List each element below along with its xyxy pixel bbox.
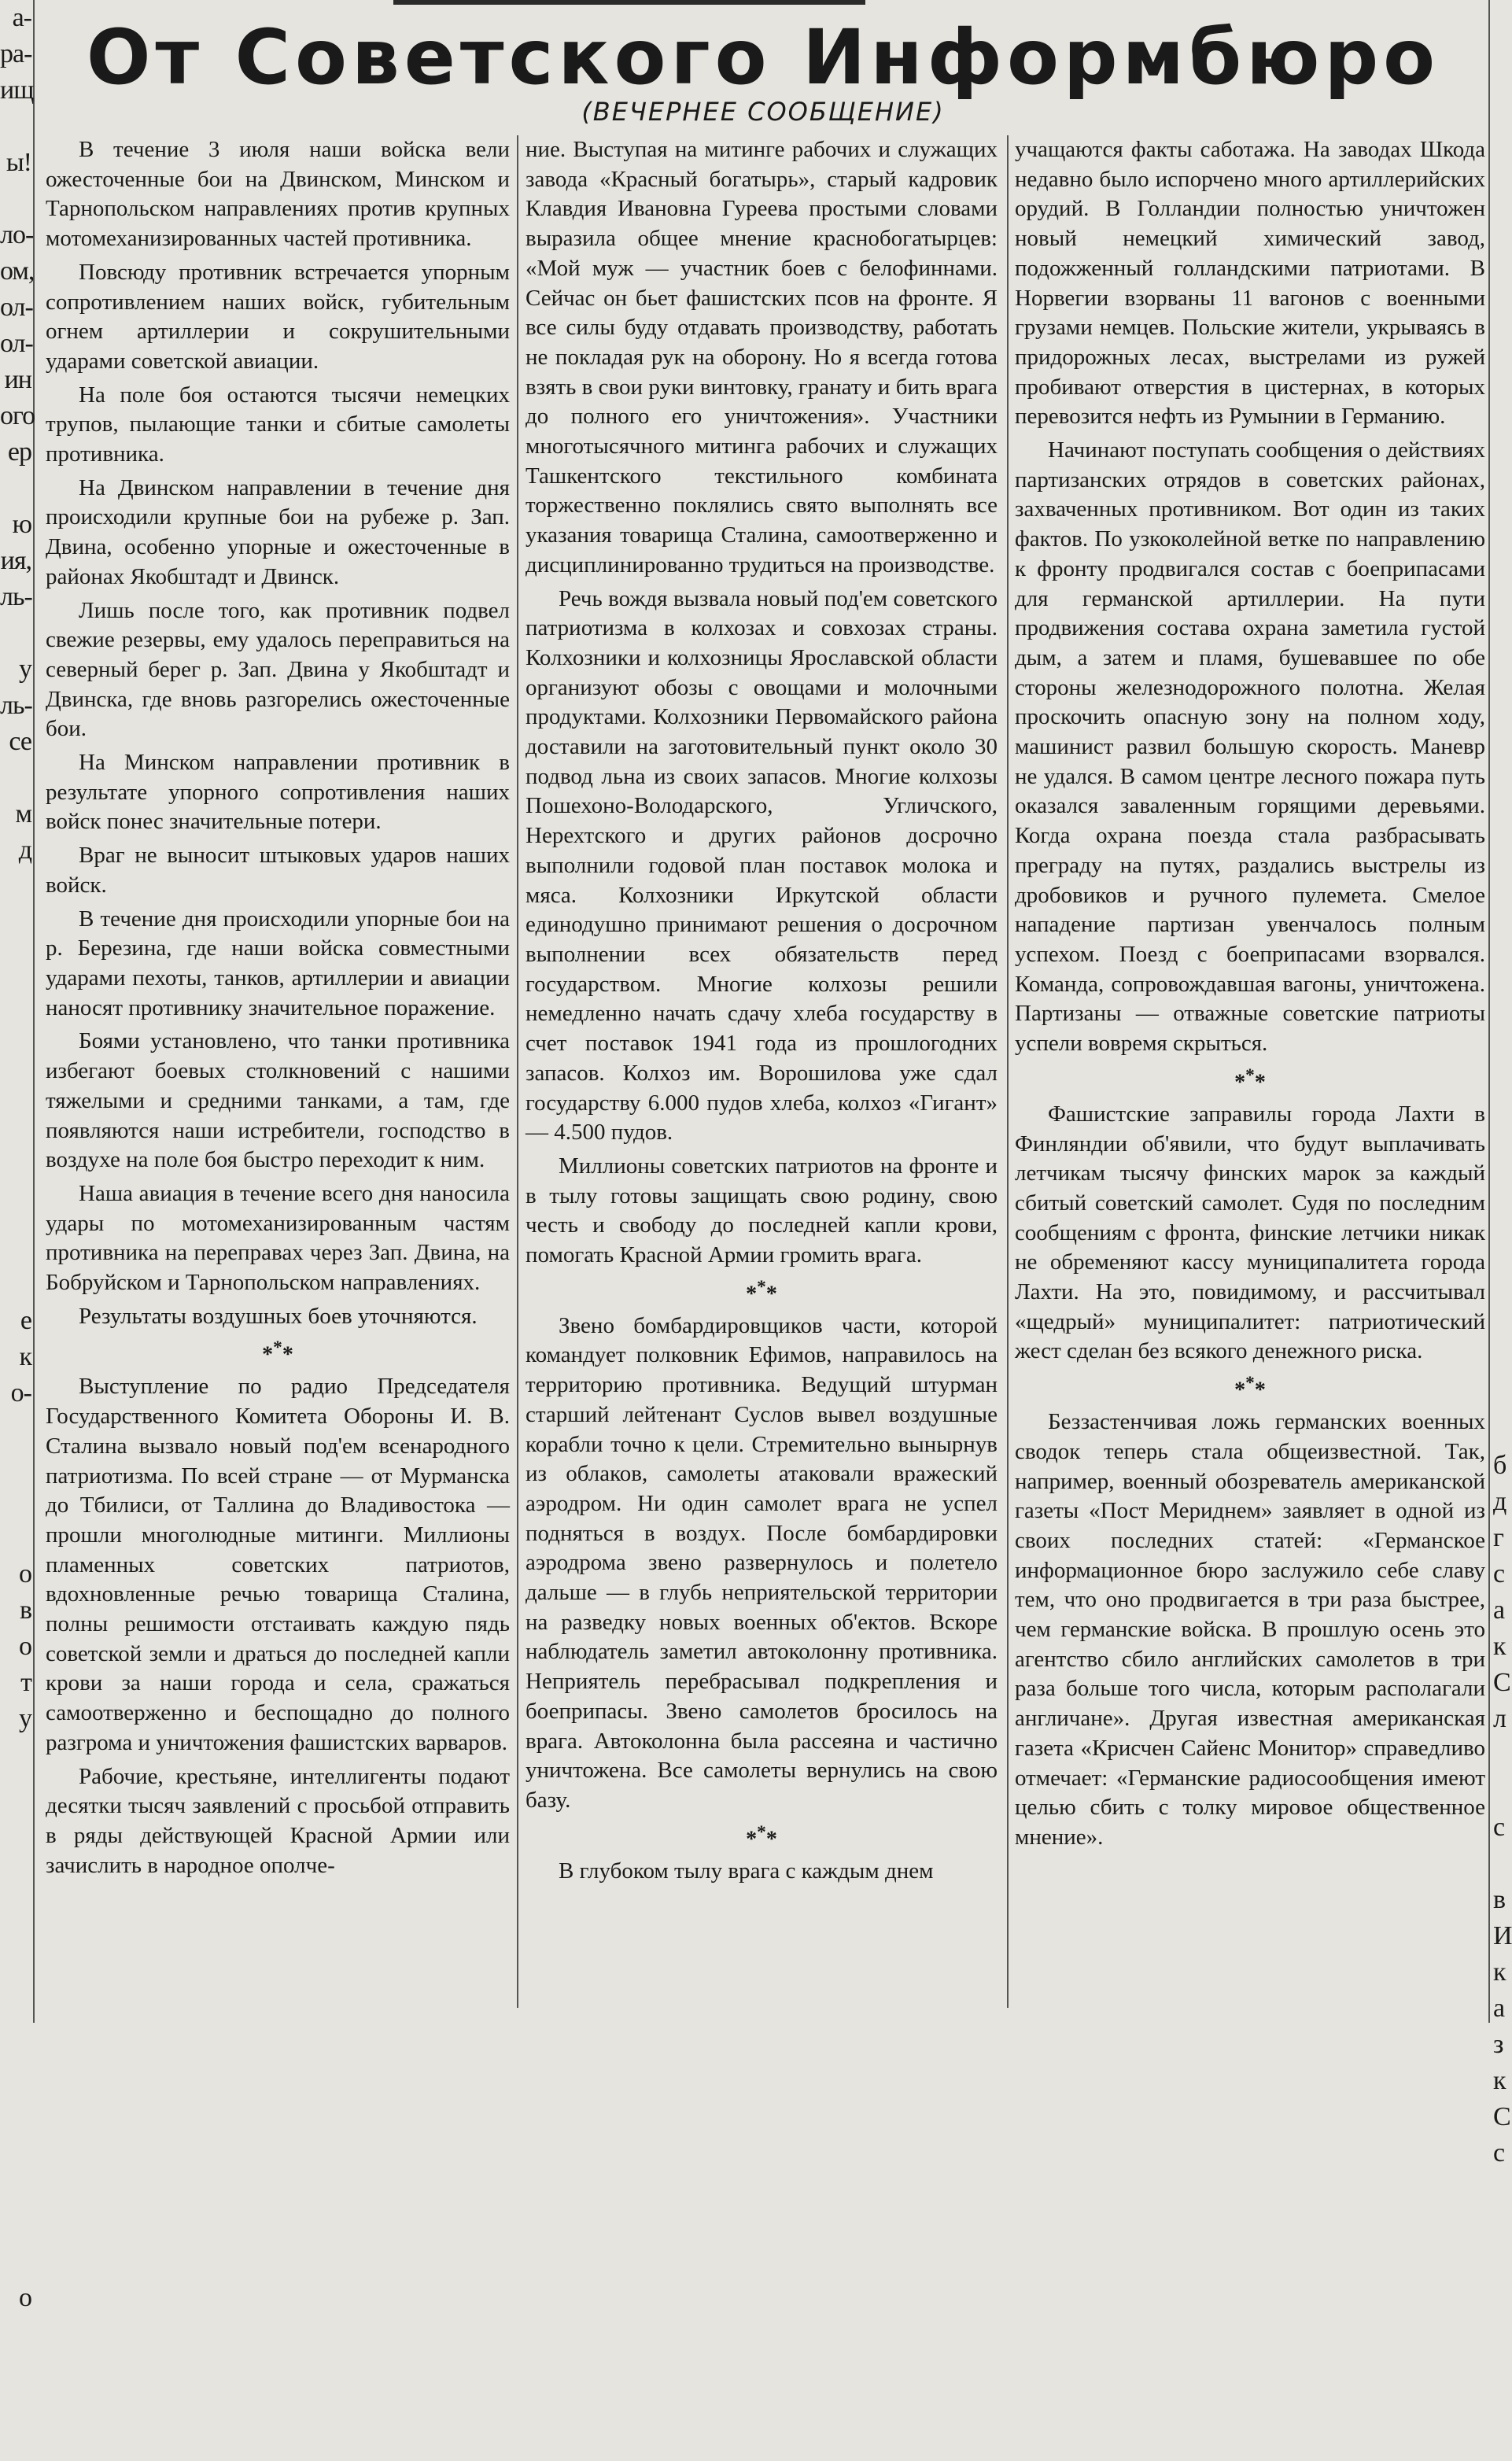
- edge-fragment: ль-: [0, 582, 32, 611]
- edge-fragment: [1490, 72, 1512, 109]
- paragraph: ние. Выступая на митинге рабочих и служащих завода «Красный богатырь», старый кадровик Клавдия Ивановна Гуреева простыми словами выразила общее мнение краснобогатырцев: «Мой муж — участник боев с белофиннами. Сейчас он бьет фашистских псов на фронте. Я все силы буду отдавать производству, работать не покладая рук на оборону. Но я всегда готова взять в свои руки винтовку, гранату и бить врага до полного его уничтожения». Участники многотысячного митинга рабочих и служащих Ташкентского текстильного комбината торжественно поклялись свято выполнять все указания товарища Сталина, самоотверженно и дисциплинированно трудиться на производстве.: [526, 137, 998, 577]
- edge-fragment: ого: [0, 401, 35, 430]
- edge-fragment: к: [1493, 1632, 1506, 1661]
- paragraph: Начинают поступать сообщения о действиях партизанских отрядов в советских районах, захваченных противником. Вот один из таких фактов. По узкоколейной ветке по направлению к фронту продвигался состав с боеприпасами для германской артиллерии. На пути продвижения состава охрана заметила густой дым, а затем и пламя, бушевавшее по обе стороны железнодорожного полотна. Желая проскочить опасную зону на полном ходу, машинист развил большую скорость. Маневр не удался. В самом центре лесного пожара путь оказался заваленным горящими деревьями. Когда охрана поезда стала разбрасывать преграду на путях, раздались выстрелы из дробовиков и ручного пулемета. Смелое нападение партизан увенчалось полным успехом. Поезд с боеприпасами взорвался. Команда, сопровождавшая вагоны, уничтожена. Партизаны — отважные советские патриоты успели вовремя скрыться.: [1015, 437, 1485, 1057]
- edge-fragment: ль-: [0, 691, 32, 720]
- edge-fragment: т: [20, 1668, 31, 1697]
- edge-fragment: [1490, 796, 1512, 832]
- edge-fragment: [1490, 977, 1512, 1013]
- edge-fragment: [1490, 1158, 1512, 1194]
- edge-fragment: [0, 2027, 33, 2063]
- edge-fragment: [1490, 0, 1512, 36]
- edge-fragment: а-: [12, 3, 31, 32]
- edge-fragment: [0, 2208, 33, 2244]
- edge-fragment: [1490, 1013, 1512, 1050]
- edge-fragment: [1490, 1375, 1512, 1411]
- edge-fragment: [0, 1846, 33, 1882]
- edge-fragment: се: [9, 727, 31, 756]
- edge-fragment: [0, 2171, 33, 2208]
- edge-fragment: о: [19, 1559, 31, 1588]
- edge-fragment: [0, 2425, 33, 2461]
- edge-fragment: ин: [4, 365, 31, 394]
- paragraph: учащаются факты саботажа. На заводах Шкода недавно было испорчено много артиллерийских орудий. В Голландии полностью уничтожен новый немецкий химический завод, подожженный голландскими патриотами. В Норвегии взорваны 11 вагонов с военными грузами немцев. Польские жители, укрываясь в придорожных лесах, выстрелами из ружей пробивают отверстия в цистернах, в которых перевозится нефть из Румынии в Германию.: [1015, 137, 1485, 430]
- edge-fragment: л: [1493, 1704, 1506, 1733]
- edge-fragment: [1490, 1122, 1512, 1158]
- edge-fragment: [0, 2389, 33, 2425]
- edge-fragment: [0, 2244, 33, 2280]
- paragraph: Звено бомбардировщиков части, которой командует полковник Ефимов, направилось на территорию противника. Ведущий штурман старший лейтенант Суслов вывел воздушные корабли точно к цели. Стремительно вынырнув из облаков, самолеты атаковали вражеский аэродром. Ни один самолет врага не успел подняться в воздух. После бомбардировки аэродрома звено развернулось и полетело дальше — в глубь неприятельской территории на разведку новых военных об'ектов. Вскоре наблюдатель заметил автоколонну противника. Неприятель перебрасывал подкрепления и боеприпасы. Звено самолетов бросилось на врага. Автоколонна была рассеяна и частично уничтожена. Все самолеты вернулись на свою базу.: [526, 1312, 998, 1813]
- edge-fragment: [0, 1810, 33, 1846]
- edge-fragment: [0, 1013, 33, 1050]
- edge-fragment: [1490, 1303, 1512, 1339]
- page-subtitle: (ВЕЧЕРНЕЕ СООБЩЕНИЕ): [581, 97, 945, 127]
- edge-fragment: [0, 1122, 33, 1158]
- edge-fragment: [0, 1411, 33, 1448]
- left-column-fragment: [0, 0, 35, 2312]
- edge-fragment: [1490, 326, 1512, 362]
- edge-fragment: [1490, 579, 1512, 615]
- right-column-fragment: [1488, 0, 1512, 2168]
- edge-fragment: [1490, 362, 1512, 398]
- paragraph: Беззастенчивая ложь германских военных сводок теперь стала общеизвестной. Так, например, военный обозреватель американской газеты «Пост Мериднем» заявляет в одной из своих последних статей: «Германское информационное бюро заслужило себе славу тем, что оно продвигается в три раза быстрее, чем германские войска. В прошлую осень это агентство сбило английских самолетов в три раза больше того числа, которым располагали англичане». Другая известная американская газета «Крисчен Сайенс Монитор» справедливо отмечает: «Германские радиосообщения имеют целью сбить с толку мировое общественное мнение».: [1015, 1409, 1485, 1850]
- edge-fragment: [0, 1050, 33, 1086]
- edge-fragment: в: [1493, 1885, 1506, 1914]
- edge-fragment: С: [1493, 2102, 1510, 2131]
- edge-fragment: д: [18, 836, 31, 865]
- edge-fragment: [1490, 905, 1512, 941]
- edge-fragment: [1490, 941, 1512, 977]
- page-title: От Советского Информбюро: [86, 13, 1440, 101]
- edge-fragment: з: [1493, 2030, 1503, 2059]
- edge-fragment: [0, 2135, 33, 2171]
- edge-fragment: [1490, 543, 1512, 579]
- column-divider: [517, 135, 518, 2008]
- edge-fragment: е: [20, 1306, 31, 1335]
- edge-fragment: [0, 470, 33, 507]
- edge-fragment: [1490, 181, 1512, 217]
- edge-fragment: [1490, 760, 1512, 796]
- edge-fragment: [1490, 1194, 1512, 1230]
- edge-fragment: И: [1493, 1921, 1512, 1950]
- edge-fragment: с: [1493, 1559, 1505, 1588]
- edge-fragment: [0, 2352, 33, 2389]
- edge-fragment: ло-: [0, 220, 34, 249]
- column-divider: [1007, 135, 1009, 2008]
- edge-fragment: [1490, 217, 1512, 253]
- paragraph: В течение дня происходили упорные бои на р. Березина, где наши войска совместными ударами пехоты, танков, артиллерии и авиации наносят противнику значительное поражение.: [46, 906, 510, 1020]
- edge-fragment: о-: [10, 1378, 31, 1408]
- edge-fragment: [1490, 398, 1512, 434]
- paragraph: Повсюду противник встречается упорным сопротивлением наших войск, губительным огнем артиллерии и сокрушительными ударами советской авиации.: [46, 259, 510, 374]
- edge-fragment: [1490, 290, 1512, 326]
- edge-fragment: [0, 1918, 33, 1954]
- edge-fragment: ия,: [0, 546, 31, 575]
- edge-fragment: м: [15, 799, 31, 828]
- edge-fragment: [0, 1954, 33, 1991]
- article-column-3: [1015, 135, 1485, 2016]
- edge-fragment: [0, 905, 33, 941]
- edge-fragment: [1490, 1737, 1512, 1773]
- edge-fragment: б: [1493, 1451, 1506, 1480]
- edge-fragment: ю: [12, 510, 31, 539]
- edge-fragment: [1490, 688, 1512, 724]
- paragraph: Фашистские заправилы города Лахти в Финляндии об'явили, что будут выплачивать летчикам тысячу финских марок за каждый сбитый советский самолет. Судя по последним сообщениям с фронта, финские летчики никак не обременяют кассу муниципалитета города Лахти. На это, повидимому, и рассчитывал «щедрый» муниципалитет: патриотический жест сделан без всякого денежного риска.: [1015, 1101, 1485, 1364]
- paragraph: Миллионы советских патриотов на фронте и в тылу готовы защищать свою родину, свою честь и свободу до последней капли крови, помогать Красной Армии громить врага.: [526, 1153, 998, 1268]
- edge-fragment: [1490, 470, 1512, 507]
- paragraph: Боями установлено, что танки противника избегают боевых столкновений с нашими тяжелыми и средними танками, а там, где появляются наши истребители, господство в воздухе на поле боя быстро переходит к ним.: [46, 1028, 510, 1173]
- edge-fragment: ол-: [0, 329, 33, 358]
- edge-fragment: [0, 1773, 33, 1810]
- edge-fragment: [1490, 109, 1512, 145]
- paragraph: На Двинском направлении в течение дня происходили крупные бои на рубеже р. Зап. Двина, особенно упорные и ожесточенные в районах Якобштадт и Двинск.: [46, 474, 510, 589]
- paragraph: На Минском направлении противник в результате упорного сопротивления наших войск понес значительные потери.: [46, 750, 510, 835]
- edge-fragment: [1490, 1230, 1512, 1267]
- paragraph: Рабочие, крестьяне, интеллигенты подают десятки тысяч заявлений с просьбой отправить в ряды действующей Красной Армии или зачислить в народное ополче-: [46, 1763, 510, 1878]
- edge-fragment: [1490, 724, 1512, 760]
- section-separator: ***: [1234, 1373, 1266, 1403]
- section-separator: ***: [746, 1821, 777, 1851]
- edge-fragment: [1490, 434, 1512, 470]
- edge-fragment: [0, 109, 33, 145]
- edge-fragment: [1490, 869, 1512, 905]
- edge-fragment: [0, 760, 33, 796]
- edge-fragment: [0, 2316, 33, 2352]
- edge-fragment: ы!: [6, 148, 31, 177]
- edge-fragment: [0, 1991, 33, 2027]
- edge-fragment: [0, 1520, 33, 1556]
- edge-fragment: о: [19, 2283, 31, 2312]
- edge-fragment: к: [19, 1342, 31, 1371]
- edge-fragment: ер: [7, 437, 31, 467]
- edge-fragment: у: [19, 655, 31, 684]
- edge-fragment: о: [19, 1632, 31, 1661]
- edge-fragment: [0, 977, 33, 1013]
- paragraph: В течение 3 июля наши войска вели ожесточенные бои на Двинском, Минском и Тарнопольском направлениях против крупных мотомеханизированных частей противника.: [46, 137, 510, 252]
- edge-fragment: [0, 1158, 33, 1194]
- edge-fragment: ол-: [0, 293, 33, 322]
- edge-fragment: [1490, 1086, 1512, 1122]
- edge-fragment: [1490, 253, 1512, 290]
- edge-fragment: [0, 1230, 33, 1267]
- paragraph: Враг не выносит штыковых ударов наших войск.: [46, 843, 510, 898]
- edge-fragment: [1490, 1846, 1512, 1882]
- edge-fragment: [0, 1737, 33, 1773]
- edge-fragment: С: [1493, 1668, 1510, 1697]
- edge-fragment: [0, 1448, 33, 1484]
- section-separator: ***: [1234, 1064, 1266, 1095]
- edge-fragment: [1490, 145, 1512, 181]
- edge-fragment: [1490, 1773, 1512, 1810]
- edge-fragment: ом,: [0, 256, 35, 286]
- edge-fragment: г: [1493, 1523, 1503, 1552]
- paragraph: Лишь после того, как противник подвел свежие резервы, ему удалось переправиться на северный берег р. Зап. Двина у Якобштадт и Двинска, где вновь разгорелись ожесточенные бои.: [46, 597, 510, 742]
- article-column-1: [46, 135, 510, 2016]
- edge-fragment: [1490, 832, 1512, 869]
- section-separator: ***: [262, 1338, 293, 1367]
- edge-fragment: [1490, 2171, 1512, 2208]
- edge-fragment: [1490, 1267, 1512, 1303]
- edge-fragment: д: [1493, 1487, 1506, 1516]
- edge-fragment: [1490, 1339, 1512, 1375]
- edge-fragment: [0, 1267, 33, 1303]
- edge-fragment: [0, 2063, 33, 2099]
- edge-fragment: а: [1493, 1596, 1505, 1625]
- edge-fragment: [0, 615, 33, 651]
- edge-fragment: [0, 1194, 33, 1230]
- edge-fragment: [0, 1882, 33, 1918]
- edge-fragment: у: [19, 1704, 31, 1733]
- edge-fragment: [1490, 615, 1512, 651]
- paragraph: Выступление по радио Председателя Государственного Комитета Обороны И. В. Сталина вызвало новый под'ем всенародного патриотизма. По всей стране — от Мурманска до Тбилиси, от Таллина до Владивостока — прошли многолюдные митинги. Миллионы пламенных советских патриотов, вдохновленные речью товарища Сталина, полны решимости отстаивать каждую пядь советской земли и драться до последней капли крови за наши города и села, сражаться самоотверженно и беспощадно до полного разгрома и уничтожения фашистских варваров.: [46, 1374, 510, 1755]
- paragraph: В глубоком тылу врага с каждым днем: [559, 1858, 934, 1884]
- edge-fragment: [1490, 651, 1512, 688]
- edge-fragment: [0, 2099, 33, 2135]
- paragraph: Результаты воздушных боев уточняются.: [79, 1303, 478, 1329]
- edge-fragment: с: [1493, 2138, 1505, 2168]
- section-separator: ***: [746, 1276, 777, 1307]
- edge-fragment: к: [1493, 2066, 1506, 2095]
- edge-fragment: [1490, 36, 1512, 72]
- edge-fragment: ищ: [0, 76, 34, 105]
- article-column-2: [526, 135, 998, 2016]
- edge-fragment: в: [19, 1596, 31, 1625]
- edge-fragment: [0, 869, 33, 905]
- edge-fragment: с: [1493, 1813, 1505, 1842]
- edge-fragment: [0, 1484, 33, 1520]
- edge-fragment: [0, 941, 33, 977]
- edge-fragment: [1490, 1411, 1512, 1448]
- masthead-rule: [393, 0, 865, 5]
- paragraph: Наша авиация в течение всего дня наносила удары по мотомеханизированным частям противника на переправах через Зап. Двина, на Бобруйском и Тарнопольском направлениях.: [46, 1180, 510, 1296]
- paragraph: Речь вождя вызвала новый под'ем советского патриотизма в колхозах и совхозах страны. Колхозники и колхозницы Ярославской области организуют обозы с овощами и молочными продуктами. Колхозники Первомайского района доставили на заготовительный пункт около 30 подвод льна из своих запасов. Многие колхозы Пошехоно-Володарского, Угличского, Нерехтского и других районов досрочно выполнили годовой план поставок молока и мяса. Колхозники Иркутской области единодушно принимают решения о досрочном выполнении всех обязательств перед государством. Многие колхозы решили немедленно начать сдачу хлеба государству в счет поставок 1941 года из прошлогодних запасов. Колхоз им. Ворошилова уже сдал государству 6.000 пудов хлеба, колхоз «Гигант» — 4.500 пудов.: [526, 585, 998, 1146]
- edge-fragment: [0, 181, 33, 217]
- edge-fragment: [0, 1086, 33, 1122]
- edge-fragment: а: [1493, 1994, 1505, 2023]
- edge-fragment: [1490, 1050, 1512, 1086]
- paragraph: На поле боя остаются тысячи немецких трупов, пылающие танки и сбитые самолеты противника.: [46, 382, 510, 467]
- edge-fragment: к: [1493, 1957, 1506, 1987]
- edge-fragment: [1490, 507, 1512, 543]
- edge-fragment: ра-: [0, 39, 32, 68]
